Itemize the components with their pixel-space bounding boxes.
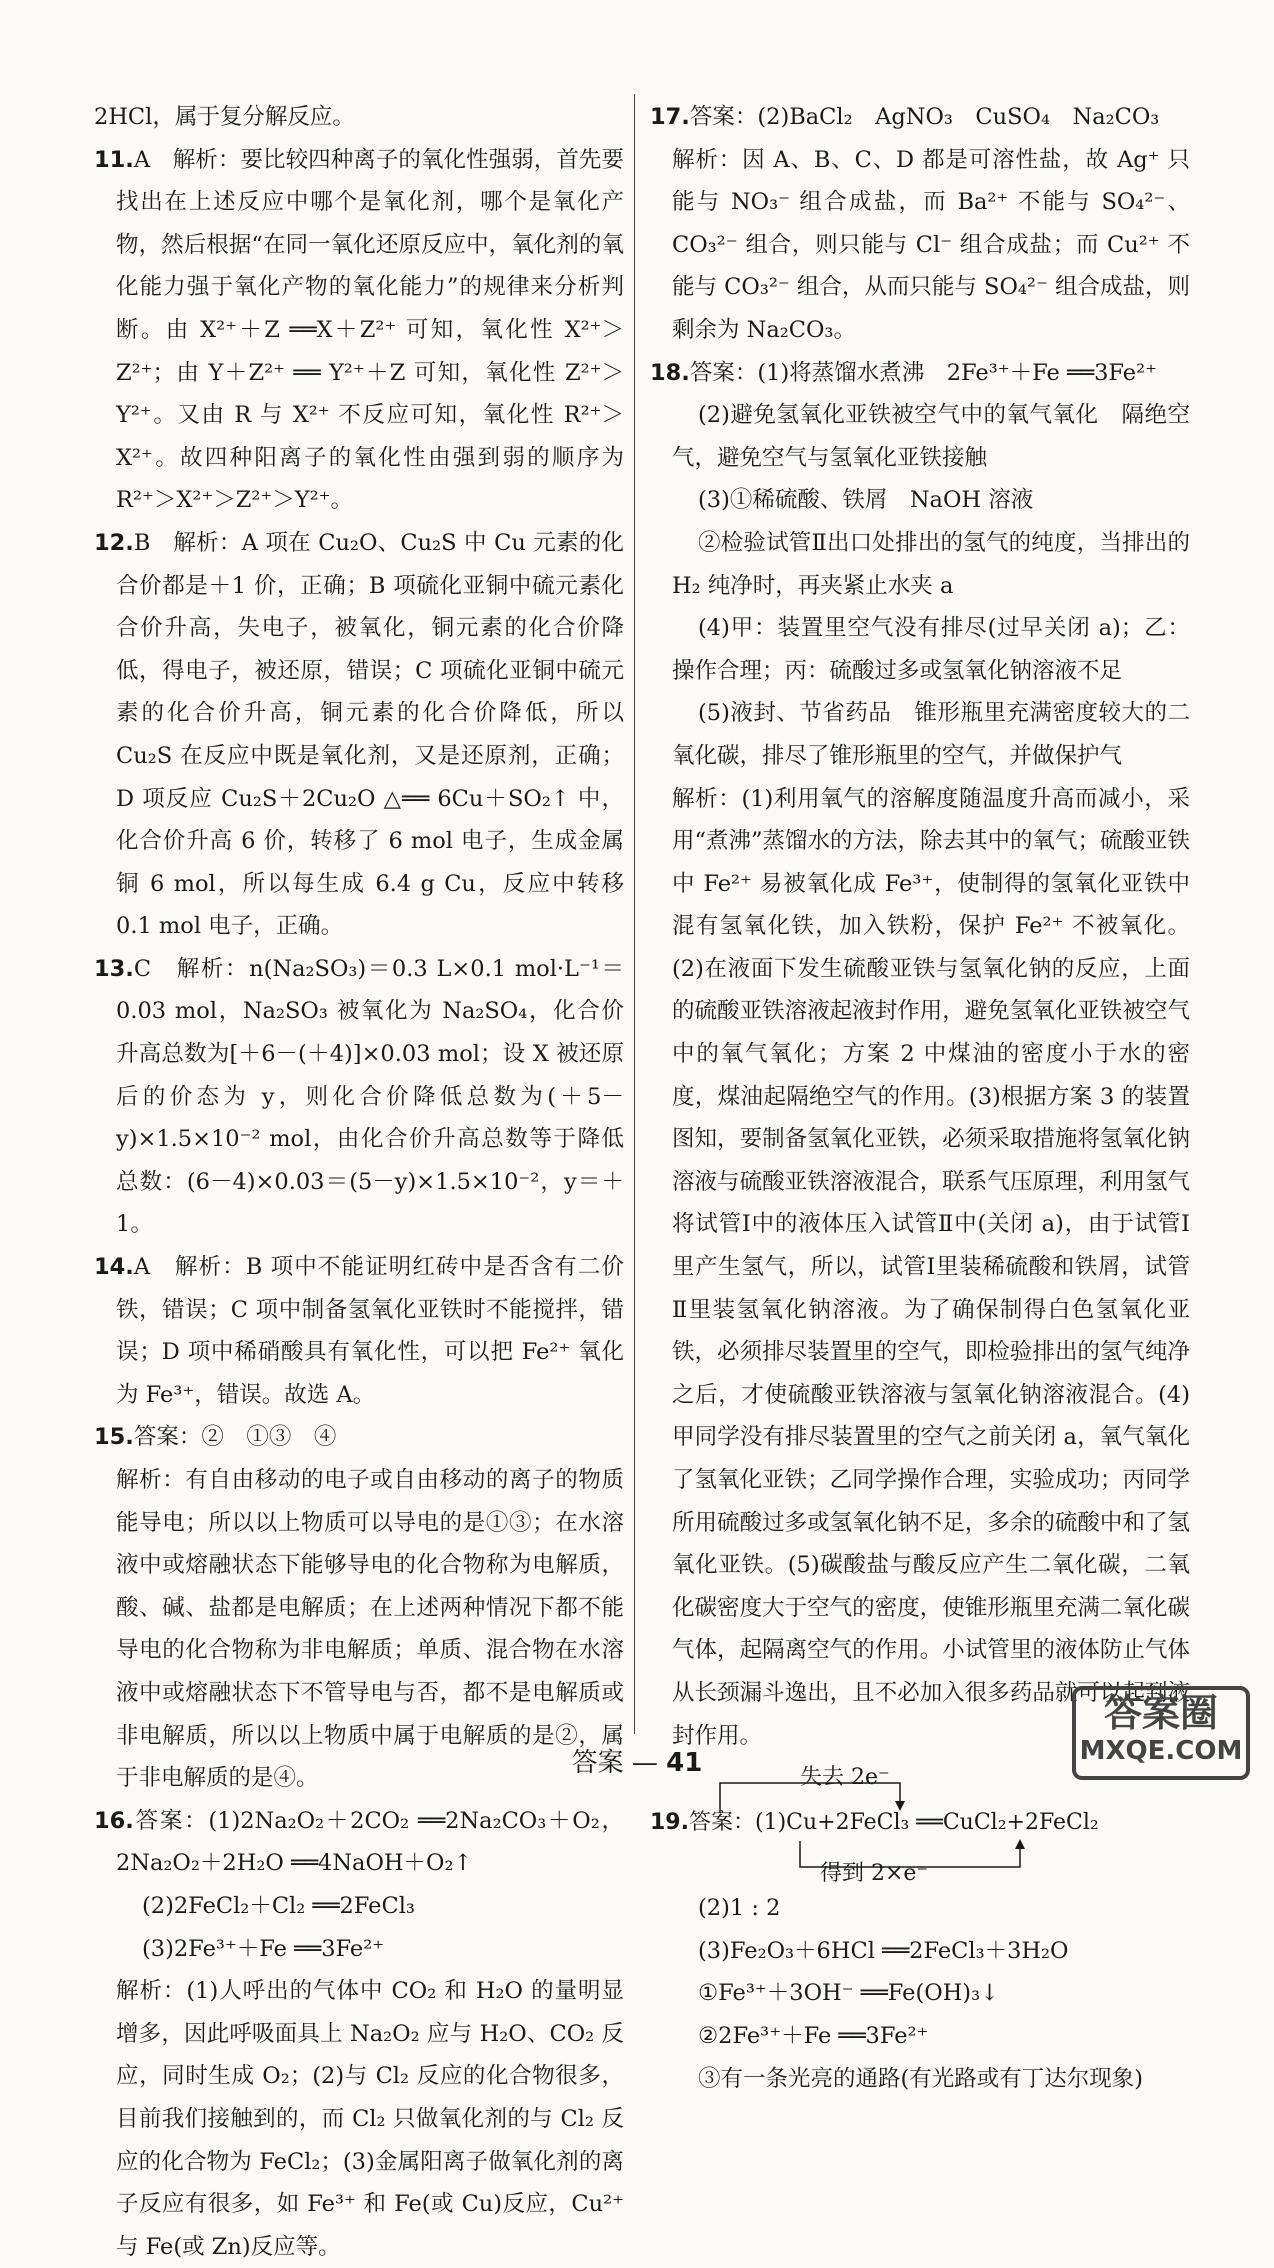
watermark-logo xyxy=(1072,1686,1250,1780)
item-number: 17. xyxy=(650,104,690,130)
item-text: 答案：② ①③ ④ xyxy=(133,1424,337,1451)
column-divider xyxy=(634,94,635,1734)
item-text: 答案：(1)将蒸馏水煮沸 2Fe³⁺＋Fe ══3Fe²⁺ xyxy=(689,359,1157,386)
answer-sub-line: (3)①稀硫酸、铁屑 NaOH 溶液 xyxy=(698,487,1034,514)
item-text: B 解析：A 项在 Cu₂O、Cu₂S 中 Cu 元素的化合价都是＋1 价，正确；B 项硫化亚铜中硫元素化合价升高，失电子，被氧化，铜元素的化合价降低，得电子，被还原，错误；C 项硫化亚铜中硫元素的化合价升高，铜元素的化合价降低，所以 Cu₂S 在反应中既是氧化剂，又是还原剂，正确；D 项反应 Cu₂S＋2Cu₂O △══ 6Cu＋SO₂↑ 中，化合价升高 6 价，转移了 6 mol 电子，生成金属铜 6 mol，所以每生成 6.4 g Cu，反应中转移 0.1 mol 电子，正确。 xyxy=(116,529,624,940)
answer-sub-line: ②检验试管Ⅱ出口处排出的氢气的纯度，当排出的 H₂ 纯净时，再夹紧止水夹 a xyxy=(672,529,1190,599)
answer-item xyxy=(94,1416,624,1459)
page-number: 41 xyxy=(666,1748,703,1778)
left-column xyxy=(94,96,624,2268)
item-number: 18. xyxy=(650,359,690,386)
item-text: A 解析：要比较四种离子的氧化性强弱，首先要找出在上述反应中哪个是氧化剂，哪个是氧化产物，然后根据“在同一氧化还原反应中，氧化剂的氧化能力强于氧化产物的氧化能力”的规律来分析判断。由 X²⁺＋Z ══X＋Z²⁺ 可知，氧化性 X²⁺＞Z²⁺；由 Y＋Z²⁺ ══ Y²⁺＋Z 可知，氧化性 Z²⁺＞Y²⁺。又由 R 与 X²⁺ 不反应可知，氧化性 R²⁺＞X²⁺。故四种阳离子的氧化性由强到弱的顺序为 R²⁺＞X²⁺＞Z²⁺＞Y²⁺。 xyxy=(116,146,624,514)
answer-item xyxy=(94,1246,624,1416)
q19-sub-line: (3)Fe₂O₃＋6HCl ══2FeCl₃＋3H₂O xyxy=(698,1937,1069,1964)
explanation-paragraph: 解析：(1)人呼出的气体中 CO₂ 和 H₂O 的量明显增多，因此呼吸面具上 Na₂O₂ 应与 H₂O、CO₂ 反应，同时生成 O₂；(2)与 Cl₂ 反应的化合物很多，目前我们接触到的，而 Cl₂ 只做氧化剂的与 Cl₂ 反应的化合物为 FeCl₂；(3)金属阳离子做氧化剂的离子反应有很多，如 Fe³⁺ 和 Fe(或 Cu)反应，Cu²⁺ 与 Fe(或 Zn)反应等。 xyxy=(116,1978,624,2260)
q19-sub-line: ①Fe³⁺＋3OH⁻ ══Fe(OH)₃↓ xyxy=(698,1980,999,2007)
answer-sub-line: (2)2FeCl₂＋Cl₂ ══2FeCl₃ xyxy=(142,1892,415,1919)
item-number: 11. xyxy=(94,146,134,173)
item-number: 15. xyxy=(94,1424,134,1451)
answer-sub-line: (5)液封、节省药品 锥形瓶里充满密度较大的二氧化碳，排尽了锥形瓶里的空气，并做保护气 xyxy=(672,700,1190,769)
lose-electrons-label: 失去 2e⁻ xyxy=(800,1765,890,1791)
answer-item xyxy=(94,522,624,948)
q19-equation-text: 答案：(1)Cu+2FeCl₃ ══CuCl₂+2FeCl₂ xyxy=(688,1810,1099,1836)
explanation-paragraph: 解析：(1)利用氧气的溶解度随温度升高而减小，采用“煮沸”蒸馏水的方法，除去其中的氧气；硫酸亚铁中 Fe²⁺ 易被氧化成 Fe³⁺，使制得的氢氧化亚铁中混有氢氧化铁，加入铁粉，保护 Fe²⁺ 不被氧化。(2)在液面下发生硫酸亚铁与氢氧化钠的反应，上面的硫酸亚铁溶液起液封作用，避免氢氧化亚铁被空气中的氧气氧化；方案 2 中煤油的密度小于水的密度，煤油起隔绝空气的作用。(3)根据方案 3 的装置图知，要制备氢氧化亚铁，必须采取措施将氢氧化钠溶液与硫酸亚铁溶液混合，联系气压原理，利用氢气将试管Ⅰ中的液体压入试管Ⅱ中(关闭 a)，由于试管Ⅰ里产生氢气，所以，试管Ⅰ里装稀硫酸和铁屑，试管Ⅱ里装氢氧化钠溶液。为了确保制得白色氢氧化亚铁，必须排尽装置里的空气，即检验排出的氢气纯净之后，才使硫酸亚铁溶液与氢氧化钠溶液混合。(4)甲同学没有排尽装置里的空气之前关闭 a，氧气氧化了氢氧化亚铁；乙同学操作合理，实验成功；丙同学所用硫酸过多或氢氧化钠不足，多余的硫酸中和了氢氧化亚铁。(5)碳酸盐与酸反应产生二氧化碳，二氧化碳密度大于空气的密度，使锥形瓶里充满二氧化碳气体，起隔离空气的作用。小试管里的液体防止气体从长颈漏斗逸出，且不必加入很多药品就可以起到液封作用。 xyxy=(672,785,1191,1749)
answer-item xyxy=(650,96,1190,139)
q19-sub-line: ②2Fe³⁺＋Fe ══3Fe²⁺ xyxy=(698,2022,929,2049)
footer-dash: — xyxy=(631,1748,658,1778)
gain-electrons-label: 得到 2×e⁻ xyxy=(820,1861,929,1887)
item-text: 答案：(2)BaCl₂ AgNO₃ CuSO₄ Na₂CO₃ xyxy=(689,104,1160,130)
item-number: 16. xyxy=(94,1807,134,1834)
item-number: 12. xyxy=(94,529,134,556)
answer-sub-line: (4)甲：装置里空气没有排尽(过早关闭 a)；乙：操作合理；丙：硫酸过多或氢氧化钠溶液不足 xyxy=(672,615,1190,684)
watermark-text: 答案圈 xyxy=(1103,1691,1218,1735)
item-number: 14. xyxy=(94,1254,134,1281)
item-text: A 解析：B 项中不能证明红砖中是否含有二价铁，错误；C 项中制备氢氧化亚铁时不能搅拌，错误；D 项中稀硝酸具有氧化性，可以把 Fe²⁺ 氧化为 Fe³⁺，错误。故选 A。 xyxy=(116,1254,624,1408)
item-text: C 解析：n(Na₂SO₃)＝0.3 L×0.1 mol·L⁻¹＝0.03 mol，Na₂SO₃ 被氧化为 Na₂SO₄，化合价升高总数为[＋6－(＋4)]×0.03 mol；设 X 被还原后的价态为 y，则化合价降低总数为(＋5－y)×1.5×10⁻² mol，由化合价升高总数等于降低总数：(6－4)×0.03＝(5－y)×1.5×10⁻²，y＝＋1。 xyxy=(116,955,624,1238)
explanation-paragraph: 解析：有自由移动的电子或自由移动的离子的物质能导电；所以以上物质可以导电的是①③；在水溶液中或熔融状态下能够导电的化合物称为电解质，酸、碱、盐都是电解质；在上述两种情况下都不能导电的化合物称为非电解质；单质、混合物在水溶液中或熔融状态下不管导电与否，都不是电解质或非电解质，所以以上物质中属于电解质的是②，属于非电解质的是④。 xyxy=(116,1467,624,1792)
answer-item xyxy=(94,1800,624,1885)
answer-sub-line: (3)2Fe³⁺＋Fe ══3Fe²⁺ xyxy=(142,1935,385,1962)
explanation-paragraph: 解析：因 A、B、C、D 都是可溶性盐，故 Ag⁺ 只能与 NO₃⁻ 组合成盐，而 Ba²⁺ 不能与 SO₄²⁻、CO₃²⁻ 组合，则只能与 Cl⁻ 组合成盐；而 Cu²⁺ 不能与 CO₃²⁻ 组合，从而只能与 SO₄²⁻ 组合成盐，则剩余为 Na₂CO₃。 xyxy=(672,146,1190,343)
answer-sub-line: (2)避免氢氧化亚铁被空气中的氧气氧化 隔绝空气，避免空气与氢氧化亚铁接触 xyxy=(672,402,1190,471)
q19-sub-line: ③有一条光亮的通路(有光路或有丁达尔现象) xyxy=(698,2065,1144,2092)
answer-item xyxy=(650,352,1190,395)
q19-number: 19. xyxy=(650,1810,689,1836)
item-number: 13. xyxy=(94,955,134,982)
answer-item xyxy=(94,948,624,1246)
footer-label: 答案 xyxy=(571,1748,624,1778)
continued-text: 2HCl，属于复分解反应。 xyxy=(94,104,355,130)
q19-sub-line: (2)1 : 2 xyxy=(698,1895,781,1922)
item-text: 答案：(1)2Na₂O₂＋2CO₂ ══2Na₂CO₃＋O₂，2Na₂O₂＋2H₂O ══4NaOH＋O₂↑ xyxy=(116,1807,624,1877)
answer-item xyxy=(94,139,624,522)
watermark-url: MXQE.COM xyxy=(1079,1736,1243,1766)
q19-equation xyxy=(650,1803,1190,1843)
